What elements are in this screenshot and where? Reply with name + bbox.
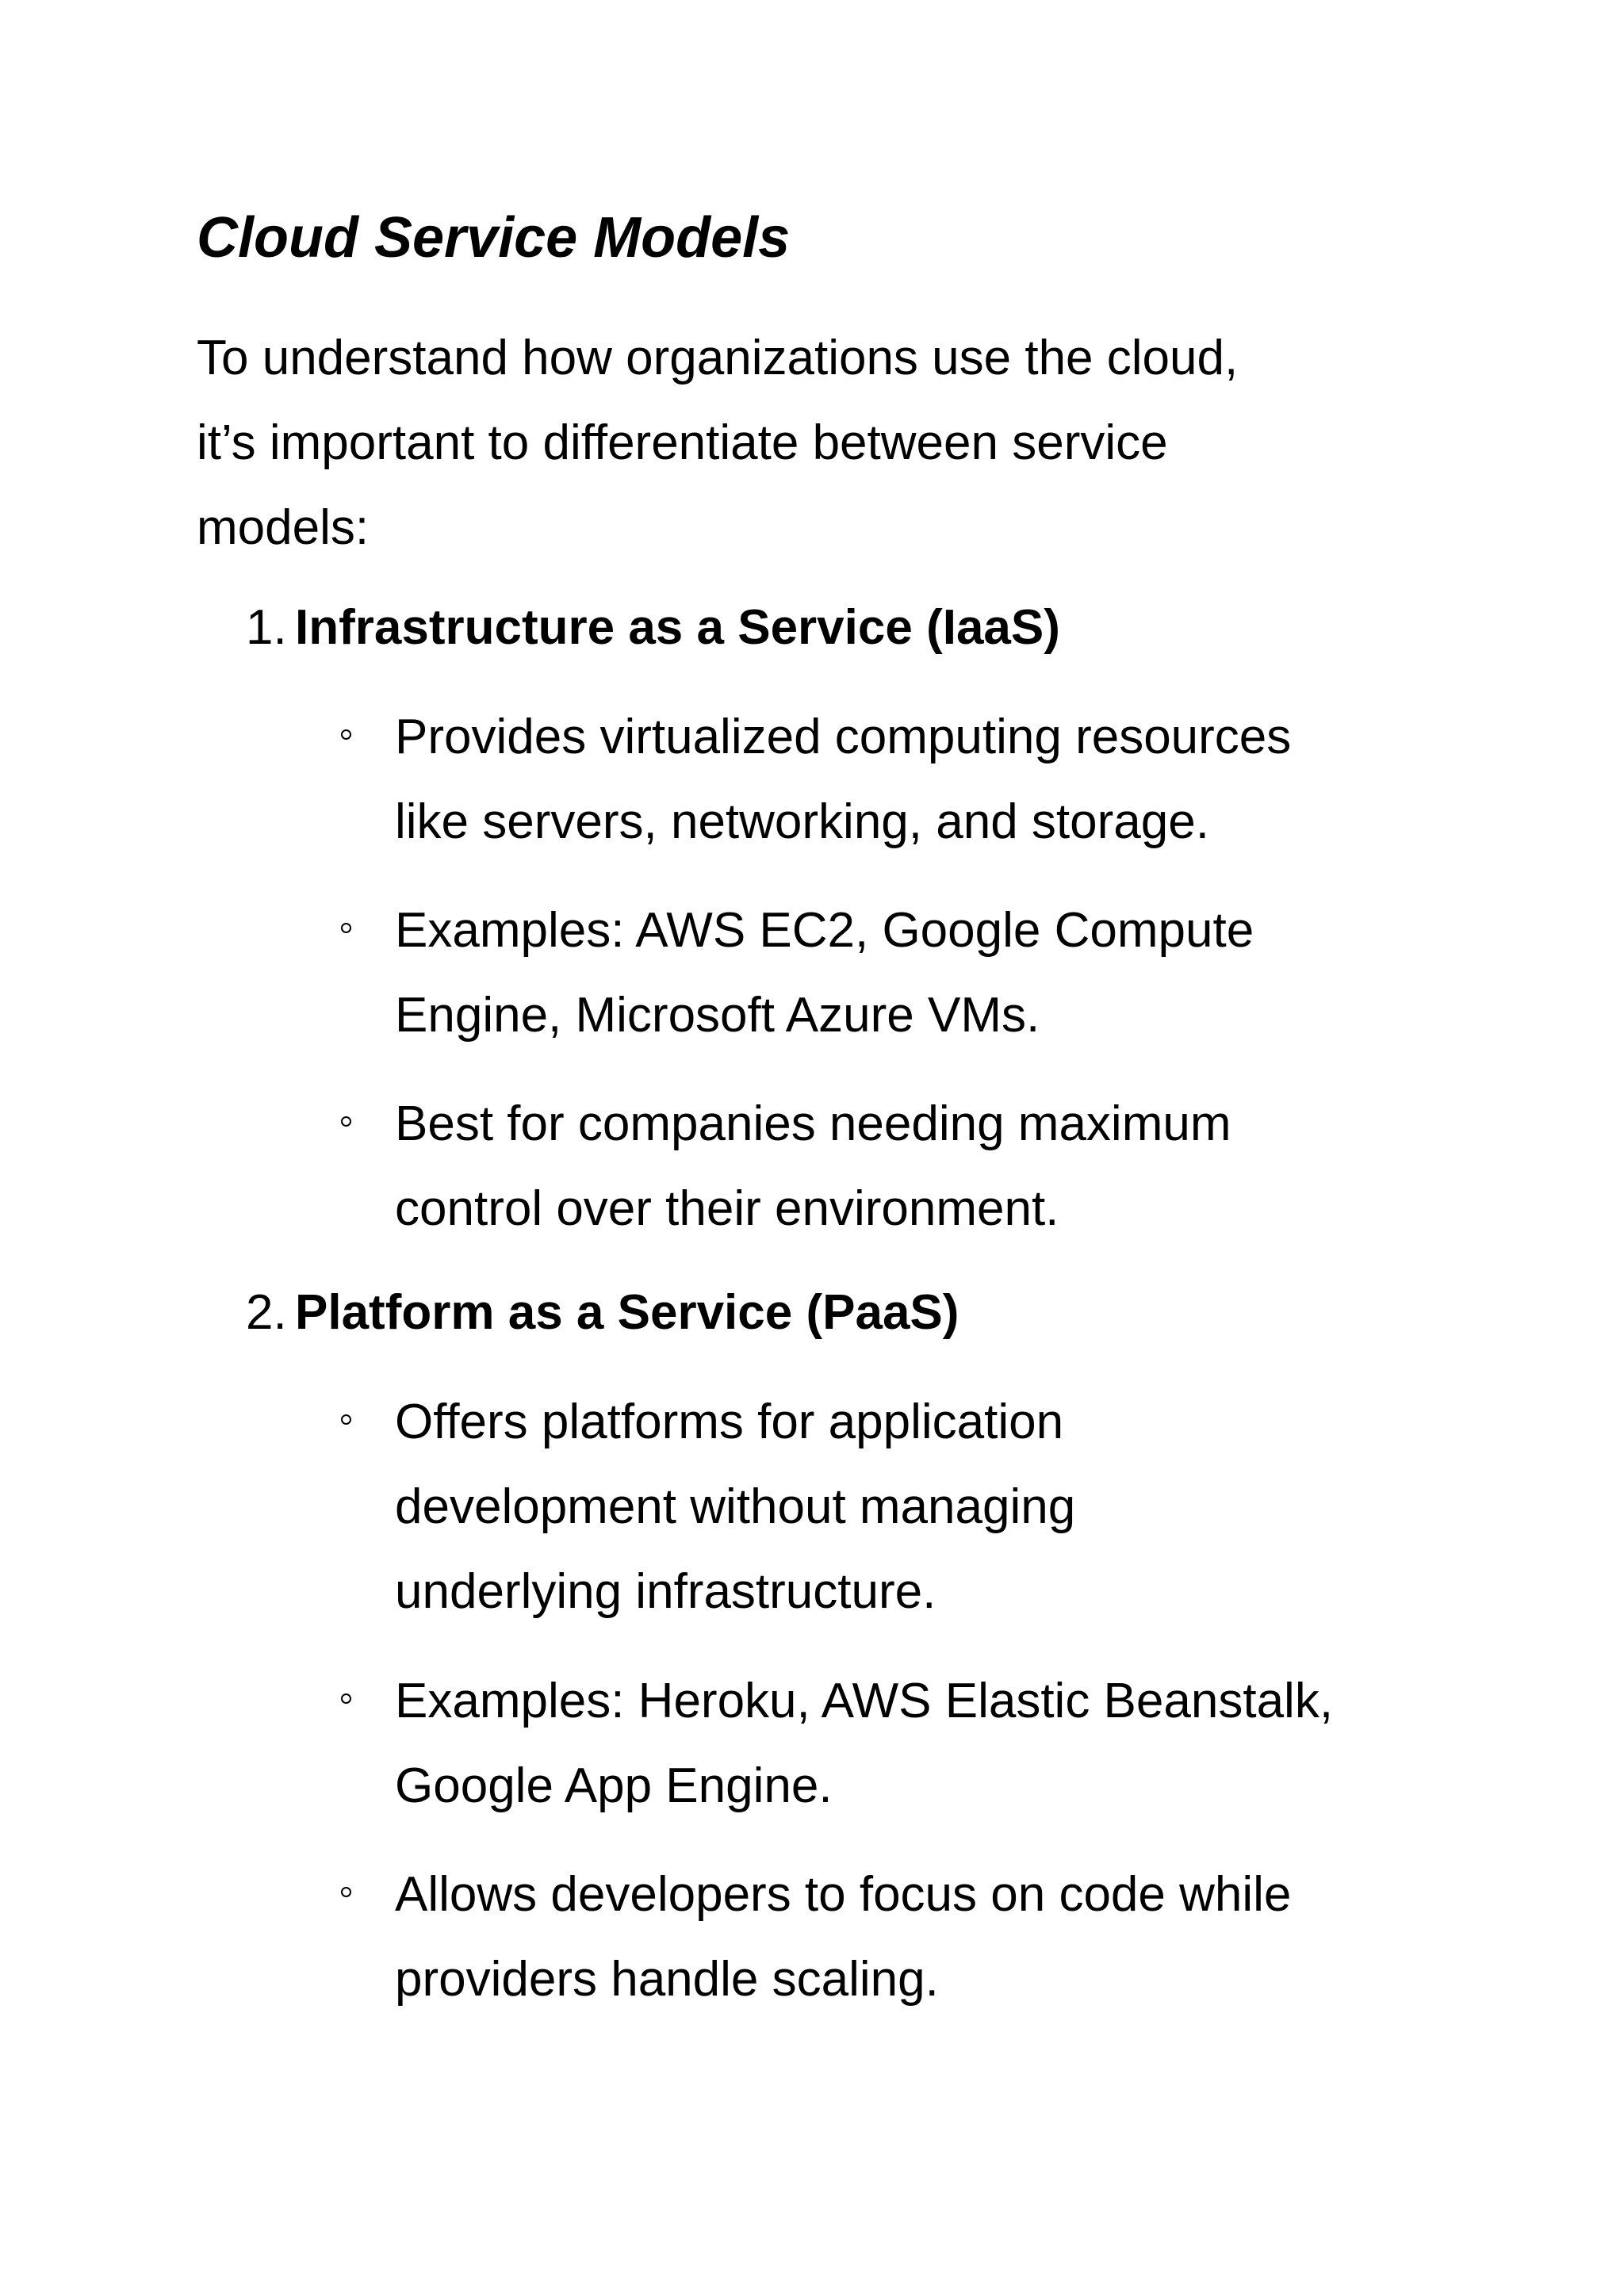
- intro-paragraph: [197, 316, 1434, 570]
- bullet-line: control over their environment.: [395, 1181, 1059, 1236]
- intro-line: To understand how organizations use the cloud,: [197, 331, 1239, 385]
- list-item-paas: [246, 1275, 959, 1351]
- intro-line: it’s important to differentiate between service: [197, 415, 1168, 470]
- list-number: 1.: [246, 600, 287, 655]
- bullet-text: [395, 1659, 1473, 1828]
- circle-bullet-icon: [341, 729, 351, 740]
- bullet-line: Best for companies needing maximum: [395, 1096, 1231, 1151]
- section-heading-iaas: Infrastructure as a Service (IaaS): [295, 600, 1060, 655]
- bullet-line: Examples: AWS EC2, Google Compute: [395, 903, 1254, 958]
- circle-bullet-icon: [341, 1887, 351, 1897]
- bullet-line: Allows developers to focus on code while: [395, 1867, 1292, 1922]
- bullet-line: Offers platforms for application: [395, 1395, 1064, 1449]
- circle-bullet-icon: [341, 1414, 351, 1425]
- bullet-line: Provides virtualized computing resources: [395, 710, 1292, 764]
- intro-line: models:: [197, 500, 370, 555]
- bullet-text: [395, 888, 1473, 1058]
- list-number: 2.: [246, 1285, 287, 1340]
- circle-bullet-icon: [341, 1693, 351, 1704]
- bullet-line: providers handle scaling.: [395, 1952, 939, 2007]
- circle-bullet-icon: [341, 923, 351, 933]
- bullet-text: [395, 1852, 1473, 2022]
- list-item-iaas: [246, 590, 1060, 666]
- bullet-line: underlying infrastructure.: [395, 1564, 936, 1619]
- bullet-text: [395, 1081, 1473, 1251]
- page-title: Cloud Service Models: [197, 206, 791, 270]
- section-heading-paas: Platform as a Service (PaaS): [295, 1285, 959, 1340]
- bullet-text: [395, 1380, 1473, 1634]
- bullet-line: Engine, Microsoft Azure VMs.: [395, 988, 1040, 1043]
- bullet-line: Examples: Heroku, AWS Elastic Beanstalk,: [395, 1674, 1334, 1728]
- bullet-text: [395, 695, 1473, 864]
- bullet-line: Google App Engine.: [395, 1758, 833, 1813]
- bullet-line: like servers, networking, and storage.: [395, 794, 1209, 849]
- bullet-line: development without managing: [395, 1479, 1076, 1534]
- circle-bullet-icon: [341, 1116, 351, 1127]
